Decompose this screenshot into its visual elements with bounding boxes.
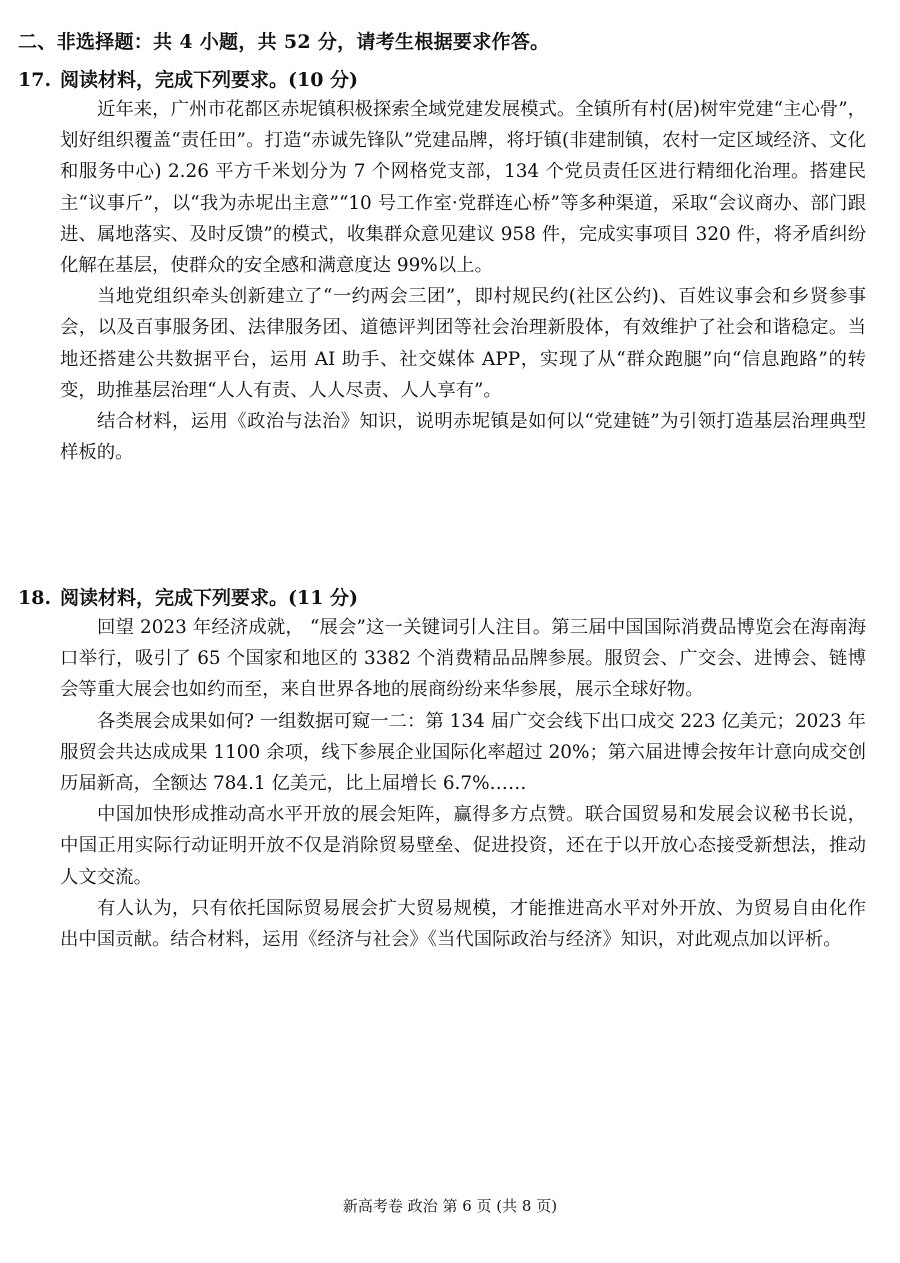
question-material bbox=[60, 612, 866, 955]
question-prompt: 阅读材料，完成下列要求。(11 分) bbox=[60, 587, 359, 609]
material-paragraph: 当地党组织牵头创新建立了“一约两会三团”，即村规民约(社区公约)、百姓议事会和乡贤参事会，以及百事服务团、法律服务团、道德评判团等社会治理新股体，有效维护了社会和谐稳定。当地还搭建公共数据平台，运用 AI 助手、社交媒体 APP，实现了从“群众跑腿”向“信息跑路”的转变，助推基层治理“人人有责、人人尽责、人人享有”。 bbox=[60, 286, 866, 401]
question-title bbox=[18, 584, 870, 612]
question-18 bbox=[18, 584, 870, 955]
question-number: 18. bbox=[18, 587, 52, 609]
question-17 bbox=[18, 66, 870, 468]
question-title bbox=[18, 66, 870, 94]
question-number: 17. bbox=[18, 69, 52, 91]
question-requirement: 有人认为，只有依托国际贸易展会扩大贸易规模，才能推进高水平对外开放、为贸易自由化作出中国贡献。结合材料，运用《经济与社会》《当代国际政治与经济》知识，对此观点加以评析。 bbox=[60, 897, 866, 951]
question-requirement: 结合材料，运用《政治与法治》知识，说明赤坭镇是如何以“党建链”为引领打造基层治理典型样板的。 bbox=[60, 411, 866, 464]
page-footer: 新高考卷 政治 第 6 页 (共 8 页) bbox=[342, 1197, 558, 1215]
material-paragraph: 近年来，广州市花都区赤坭镇积极探索全域党建发展模式。全镇所有村(居)树牢党建“主心骨”，划好组织覆盖“责任田”。打造“赤诚先锋队”党建品牌，将圩镇(非建制镇，农村一定区域经济、文化和服务中心) 2.26 平方千米划分为 7 个网格党支部，134 个党员责任区进行精细化治理。搭建民主“议事斤”，以“我为赤坭出主意”“10 号工作室·党群连心桥”等多种渠道，采取“会议商办、部门跟进、属地落实、及时反馈”的模式，收集群众意见建议 958 件，完成实事项目 320 件，将矛盾纠纷化解在基层，使群众的安全感和满意度达 99%以上。 bbox=[60, 99, 866, 277]
material-paragraph: 回望 2023 年经济成就， “展会”这一关键词引人注目。第三届中国国际消费品博览会在海南海口举行，吸引了 65 个国家和地区的 3382 个消费精品品牌参展。服贸会、广交会、进博会、链博会等重大展会也如约而至，来自世界各地的展商纷纷来华参展，展示全球好物。 bbox=[60, 617, 866, 701]
material-paragraph: 各类展会成果如何? 一组数据可窥一二：第 134 届广交会线下出口成交 223 亿美元；2023 年服贸会共达成成果 1100 余项，线下参展企业国际化率超过 20%；第六届进博会按年计意向成交创历届新高，全额达 784.1 亿美元，比上届增长 6.7%…… bbox=[60, 710, 866, 795]
question-prompt: 阅读材料，完成下列要求。(10 分) bbox=[60, 69, 359, 91]
material-paragraph: 中国加快形成推动高水平开放的展会矩阵，赢得多方点赞。联合国贸易和发展会议秘书长说，中国正用实际行动证明开放不仅是消除贸易壁垒、促进投资，还在于以开放心态接受新想法，推动人文交流。 bbox=[60, 804, 866, 888]
question-material bbox=[60, 94, 866, 468]
section-heading: 二、非选择题：共 4 小题，共 52 分，请考生根据要求作答。 bbox=[18, 31, 550, 53]
